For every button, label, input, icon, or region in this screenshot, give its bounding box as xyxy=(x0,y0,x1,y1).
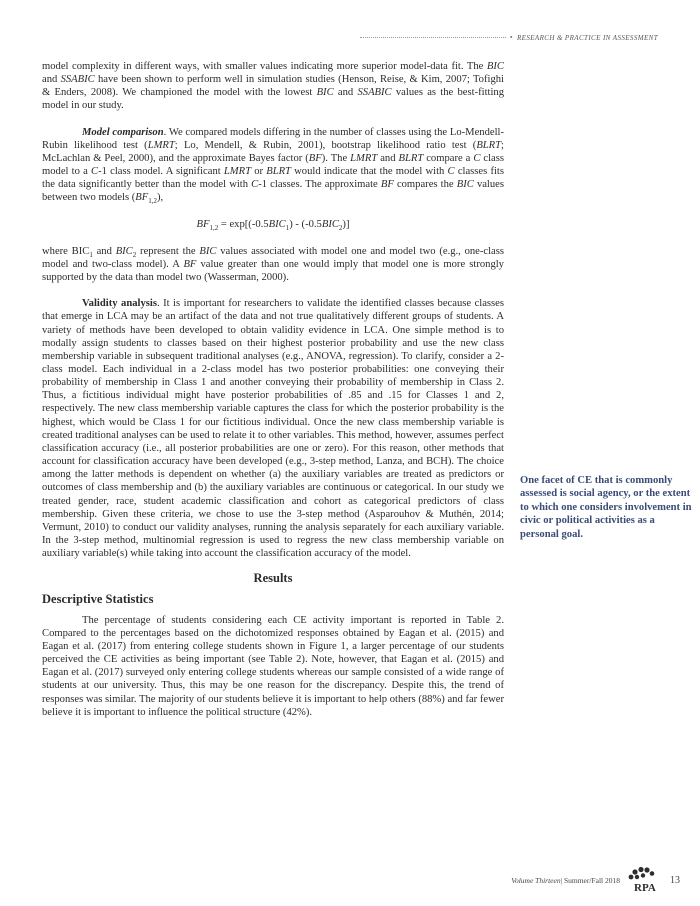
rpa-logo-icon xyxy=(626,866,664,894)
sidebar-pull-quote: One facet of CE that is commonly assessed is social agency, or the extent to which one considers involvement in civic or political activities as a personal goal. xyxy=(520,475,692,540)
footer-volume: Volume Thirteen xyxy=(511,875,561,885)
dotted-rule xyxy=(360,37,506,38)
results-heading: Results xyxy=(253,571,293,586)
paragraph-validity-analysis xyxy=(42,297,504,560)
validity-analysis-text: . It is important for researchers to validate the identified classes because classes that emerge in LCA may be an artifact of the data and not true qualitatively different groups of students. A variety of methods have been developed to obtain validity evidence in LCA. One simple method is to modally assign students to classes based on their highest posterior probability and use the new class membership variable in subsequent traditional analyses (e.g., ANOVA, regression). To clarify, consider a 2-class model. Each individual in a 2-class model has two posterior probabilities: one conveying their probability of membership in Class 1 and another conveying their probability of membership in Class 2. Thus, a fictitious individual might have posterior probabilities of .85 and .15 for Classes 1 and 2, respectively. The new class membership variable captures the class for which the posterior probability is the highest, which would be Class 1 for our fictitious individual. Once the new class membership variable is created traditional analyses can be used to relate it to other variables. This method, however, assumes perfect classification accuracy (i.e., all posterior probabilities are one or zero). For this reason, other methods that account for classification accuracy have been developed (e.g., 3-step method, Lanza, and BCH). The choice among the latter methods is dependent on whether (a) the auxiliary variables are treated as predictors or outcomes of class membership and (b) the auxiliary variables are continuous or categorical. In our study we treated gender, race, student academic classification and cohort as categorical predictors of class membership. Given these criteria, we chose to use the 3-step method (Asparouhov & Muthén, 2014; Vermunt, 2010) to conduct our validity analyses, running the analysis separately for each auxiliary variable. In the 3-step method, multinomial regression is used to regress the new class membership variable on auxiliary variable(s) while taking into account the classification accuracy of the model. xyxy=(42,298,504,560)
footer-issue: | Summer/Fall 2018 xyxy=(560,875,620,885)
main-text-column xyxy=(42,60,504,719)
descriptive-statistics-heading: Descriptive Statistics xyxy=(42,592,154,607)
page-number: 13 xyxy=(670,874,680,886)
paragraph-descriptive-statistics: The percentage of students considering each CE activity important is reported in Table 2. Compared to the percentages based on the dichotomized responses obtained by Eagan et al. (2015) and Eagan et al. (2017) from entering college students shown in Figure 1, a larger percentage of our students perceived the CE activities as being important (see Table 2). Note, however, that Eagan et al. (2015) and Eagan et al. (2017) surveyed only entering college students whereas our sample consisted of a wide range of students at our university. Thus, this may be one reason for the discrepancy. Despite this, the trend of responses was similar. The majority of our students believe it is important to help others (88%) and far fewer believe it is important to influence the political structure (42%). xyxy=(42,614,504,718)
paragraph-model-complexity: model complexity in different ways, with smaller values indicating more superior model-data fit. The BIC and SSABIC have been shown to perform well in simulation studies (Henson, Reise, & Kim, 2007; Tofighi & Enders, 2008). We championed the model with the lowest BIC and SSABIC values as the best-fitting model in our study. xyxy=(42,61,504,112)
paragraph-model-comparison: Model comparison. We compared models differing in the number of classes using the Lo-Mendell-Rubin likelihood test (LMRT; Lo, Mendell, & Rubin, 2001), bootstrap likelihood ratio test (BLRT; McLachlan & Peel, 2000), and the approximate Bayes factor (BF). The LMRT and BLRT compare a C class model to a C-1 class model. A significant LMRT or BLRT would indicate that the model with C classes fits the data significantly better than the model with C-1 classes. The approximate BF compares the BIC values between two models $(BF_{1,2})$, xyxy=(42,126,505,206)
validity-analysis-label: Validity analysis xyxy=(82,298,157,310)
bayes-factor-equation: $BF_{1,2} = \exp[(-0.5BIC_1) - (-0.5BIC_2)]$ xyxy=(196,218,350,232)
model-comparison-label: Model comparison xyxy=(82,126,164,138)
journal-running-title: RESEARCH & PRACTICE IN ASSESSMENT xyxy=(516,33,658,42)
logo-lettering: RPA xyxy=(634,882,656,894)
running-head xyxy=(360,33,658,42)
paragraph-bic-definition: where $BIC_1$ and $BIC_2$ represent the BIC values associated with model one and model two (e.g., one-class model and two-class model). A BF value greater than one would imply that model one is more strongly supported by the data than model two (Wasserman, 2000). xyxy=(42,245,505,284)
page-footer xyxy=(490,866,680,894)
bullet: • xyxy=(509,33,513,42)
